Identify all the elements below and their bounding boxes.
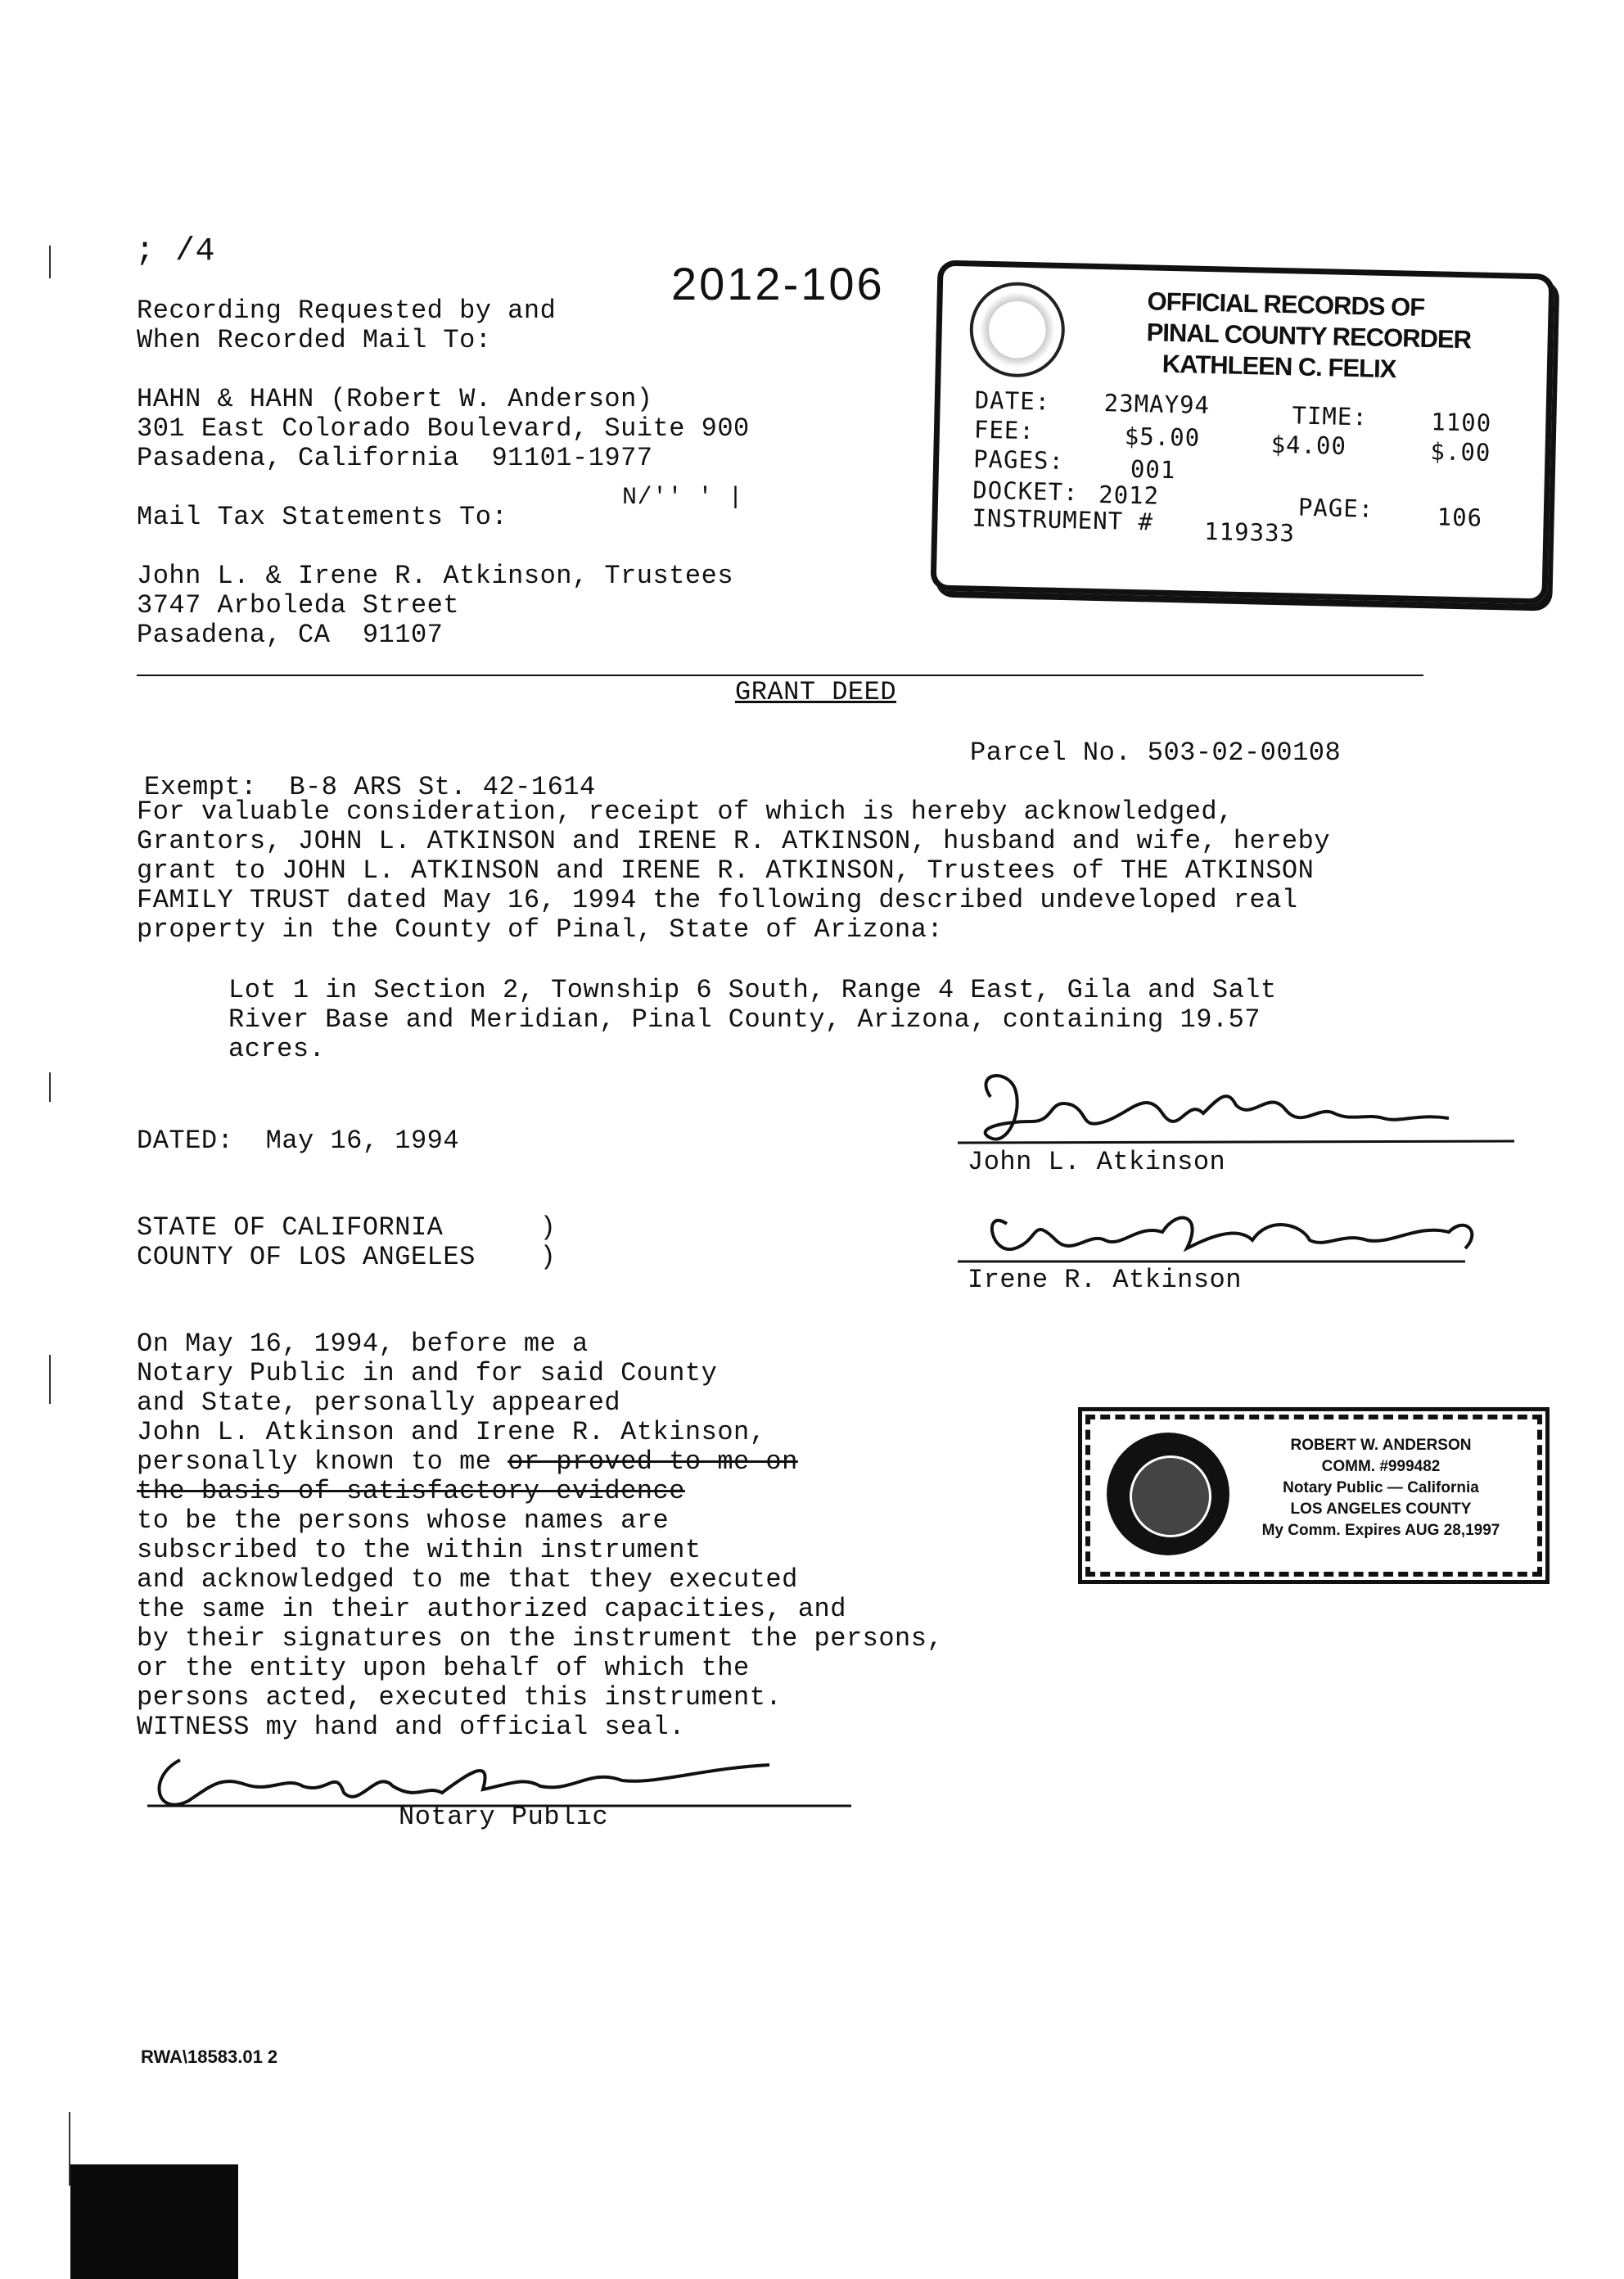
ack-line: subscribed to the within instrument (137, 1535, 701, 1565)
stamp-line2: PINAL COUNTY RECORDER (1146, 318, 1472, 354)
stamp-instrument: 119333 (1203, 517, 1296, 548)
notary-seal-line1: ROBERT W. ANDERSON (1290, 1437, 1472, 1454)
stamp-time: 1100 (1430, 408, 1492, 437)
ack-line: and State, personally appeared (137, 1388, 621, 1418)
venue-county: COUNTY OF LOS ANGELES ) (137, 1242, 557, 1272)
stamp-date: 23MAY94 (1103, 389, 1211, 420)
notary-seal-line4: LOS ANGELES COUNTY (1290, 1501, 1472, 1518)
ack-line: to be the persons whose names are (137, 1505, 670, 1536)
legal-line: acres. (228, 1034, 326, 1064)
body-line: FAMILY TRUST dated May 16, 1994 the following described undeveloped real (137, 885, 1298, 915)
body-line: For valuable consideration, receipt of which is hereby acknowledged, (137, 797, 1234, 827)
notary-public-label: Notary Public (399, 1802, 609, 1832)
venue-state: STATE OF CALIFORNIA ) (137, 1212, 557, 1243)
scan-black-redaction (70, 2164, 238, 2279)
tax-name: John L. & Irene R. Atkinson, Trustees (137, 561, 734, 591)
scan-margin-mark (49, 246, 51, 278)
body-line: Grantors, JOHN L. ATKINSON and IRENE R. ATKINSON, husband and wife, hereby (137, 826, 1331, 856)
ack-line: WITNESS my hand and official seal. (137, 1712, 685, 1742)
dated-line: DATED: May 16, 1994 (137, 1126, 460, 1156)
recording-requested-line2: When Recorded Mail To: (137, 325, 492, 355)
state-seal-icon (1107, 1433, 1229, 1555)
stamp-time-label: TIME: (1292, 401, 1369, 431)
notary-seal-line5: My Comm. Expires AUG 28,1997 (1261, 1522, 1500, 1539)
recording-addressee: HAHN & HAHN (Robert W. Anderson) (137, 384, 653, 414)
stamp-page-label: PAGE: (1297, 493, 1374, 523)
scan-margin-mark (49, 1355, 51, 1404)
stamp-docket: 2012 (1098, 481, 1160, 510)
ack-line: and acknowledged to me that they executed (137, 1564, 798, 1595)
legal-line: River Base and Meridian, Pinal County, Arizona, containing 19.57 (228, 1004, 1261, 1035)
parcel-number: Parcel No. 503-02-00108 (970, 738, 1342, 768)
ack-struck-text-1: or proved to me on (508, 1446, 798, 1477)
recording-city: Pasadena, California 91101-1977 (137, 443, 653, 473)
notary-seal-stamp (1085, 1415, 1542, 1577)
stamp-date-label: DATE: (974, 386, 1051, 416)
body-line: property in the County of Pinal, State of Arizona: (137, 914, 944, 945)
handwritten-mark-mid: N/′′ ' | (622, 484, 744, 512)
recording-requested-line1: Recording Requested by and (137, 296, 557, 326)
stamp-fee-label: FEE: (973, 415, 1035, 445)
document-title: GRANT DEED (735, 677, 897, 707)
notary-seal-line2: COMM. #999482 (1321, 1458, 1441, 1475)
ack-line: by their signatures on the instrument the persons, (137, 1623, 944, 1654)
document-number: 2012-106 (671, 258, 885, 309)
ack-line: On May 16, 1994, before me a (137, 1329, 589, 1359)
signer2-name: Irene R. Atkinson (968, 1265, 1242, 1295)
recorder-stamp (931, 259, 1555, 604)
ack-known-text: personally known to me (137, 1446, 508, 1477)
tax-city: Pasadena, CA 91107 (137, 620, 444, 650)
exempt-line: Exempt: B-8 ARS St. 42-1614 (144, 772, 596, 802)
scan-margin-mark (49, 1072, 51, 1102)
signer1-name: John L. Atkinson (968, 1147, 1226, 1177)
tax-statements-label: Mail Tax Statements To: (137, 502, 508, 532)
stamp-docket-label: DOCKET: (972, 476, 1079, 507)
stamp-instrument-label: INSTRUMENT # (972, 503, 1154, 536)
stamp-line3: KATHLEEN C. FELIX (1162, 349, 1396, 384)
ack-line: or the entity upon behalf of which the (137, 1653, 750, 1683)
ack-line: the same in their authorized capacities, and (137, 1594, 846, 1624)
recording-street: 301 East Colorado Boulevard, Suite 900 (137, 413, 750, 444)
footer-code: RWA\18583.01 2 (141, 2047, 278, 2067)
handwritten-mark-top: ; /4 (135, 233, 216, 270)
stamp-fee2: $4.00 (1270, 430, 1347, 460)
legal-line: Lot 1 in Section 2, Township 6 South, Range 4 East, Gila and Salt (228, 975, 1277, 1005)
stamp-fee3: $.00 (1430, 437, 1491, 467)
stamp-pages-label: PAGES: (972, 445, 1065, 476)
ack-struck-text-2: the basis of satisfactory evidence (137, 1476, 685, 1506)
stamp-pages: 001 (1130, 454, 1176, 485)
ack-line: persons acted, executed this instrument. (137, 1682, 783, 1713)
ack-line: John L. Atkinson and Irene R. Atkinson, (137, 1417, 766, 1447)
county-seal-icon (968, 281, 1066, 378)
stamp-line1: OFFICIAL RECORDS OF (1147, 287, 1425, 322)
ack-line-known (137, 1447, 798, 1477)
header-divider (137, 675, 1423, 676)
stamp-page: 106 (1437, 503, 1483, 532)
stamp-fee1: $5.00 (1124, 422, 1201, 452)
ack-line: Notary Public in and for said County (137, 1358, 718, 1388)
notary-seal-line3: Notary Public — California (1283, 1479, 1479, 1496)
tax-street: 3747 Arboleda Street (137, 590, 460, 621)
body-line: grant to JOHN L. ATKINSON and IRENE R. ATKINSON, Trustees of THE ATKINSON (137, 855, 1315, 886)
